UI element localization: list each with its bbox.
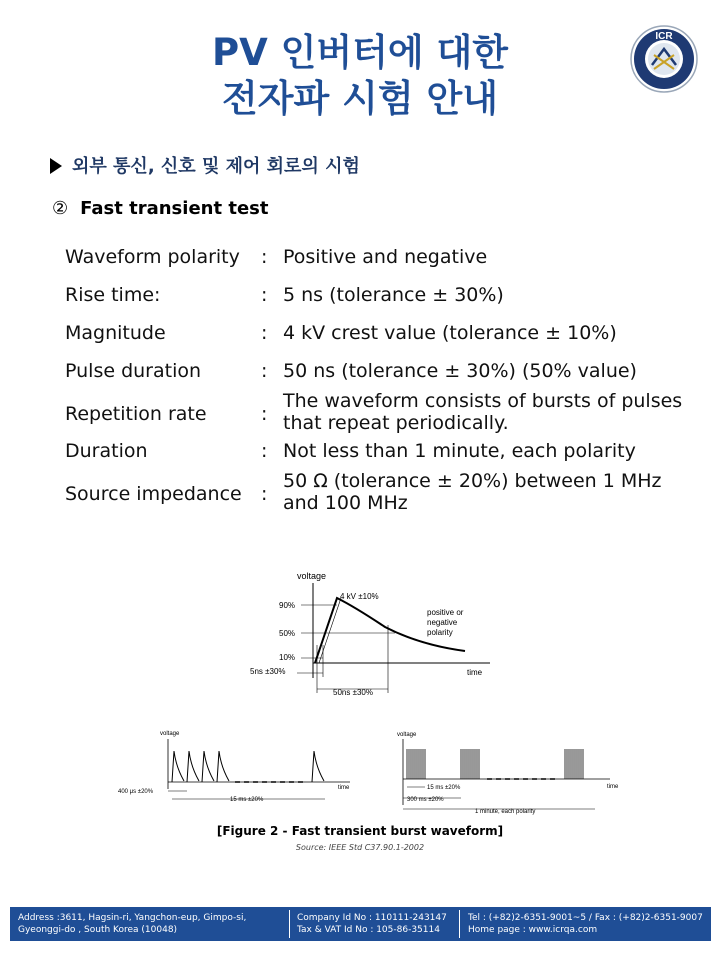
spec-colon: : xyxy=(261,360,268,382)
spec-colon: : xyxy=(261,284,268,306)
spec-list xyxy=(65,246,705,514)
spec-row xyxy=(65,246,705,284)
subheading-number: ② xyxy=(52,198,69,219)
main-ylabel: voltage xyxy=(297,571,327,581)
spec-value: 5 ns (tolerance ± 30%) xyxy=(283,284,504,306)
right-xlabel: time xyxy=(607,784,619,790)
section-heading xyxy=(50,152,360,178)
left-xlabel: time xyxy=(338,785,350,791)
spec-colon: : xyxy=(261,483,268,505)
rise-label: 5ns ±30% xyxy=(250,667,286,676)
main-xlabel: time xyxy=(467,668,483,677)
spec-value: 4 kV crest value (tolerance ± 10%) xyxy=(283,322,617,344)
section-label: 외부 통신, 신호 및 제어 회로의 시험 xyxy=(72,156,360,177)
note-line-2: negative xyxy=(427,618,458,627)
footer-tel: Tel : (+82)2-6351-9001~5 / Fax : (+82)2-6351-9007 xyxy=(468,913,703,923)
note-line-1: positive or xyxy=(427,608,464,617)
spec-row xyxy=(65,322,705,360)
spec-row xyxy=(65,440,705,470)
spec-row xyxy=(65,390,705,440)
spec-label: Rise time: xyxy=(65,284,161,306)
left-ylabel: voltage xyxy=(160,731,180,737)
triangle-bullet-icon xyxy=(50,158,62,174)
page-title xyxy=(0,30,720,122)
spec-label: Duration xyxy=(65,440,148,462)
spec-row xyxy=(65,470,705,514)
spec-value: The waveform consists of bursts of pulses that repeat periodically. xyxy=(283,390,683,434)
figure-source: Source: IEEE Std C37.90.1-2002 xyxy=(295,843,425,852)
footer-address xyxy=(18,912,246,936)
footer-company-id: Company Id No : 110111-243147 xyxy=(297,913,447,923)
spec-value: 50 ns (tolerance ± 30%) (50% value) xyxy=(283,360,637,382)
title-line-2: 전자파 시험 안내 xyxy=(222,77,498,120)
footer-divider xyxy=(289,910,290,938)
spec-colon: : xyxy=(261,440,268,462)
pulse-waveform-figure xyxy=(245,565,495,705)
left-pulse xyxy=(312,751,324,782)
spec-row xyxy=(65,360,705,390)
footer-contact xyxy=(468,912,703,936)
label-90pct: 90% xyxy=(279,601,296,610)
spec-label: Waveform polarity xyxy=(65,246,240,268)
left-pulse xyxy=(172,751,184,782)
right-burst-label: 15 ms ±20% xyxy=(427,785,461,791)
icr-logo xyxy=(630,25,698,93)
footer-address-line-1: Address :3611, Hagsin-ri, Yangchon-eup, Gimpo-si, xyxy=(18,913,247,923)
spec-colon: : xyxy=(261,246,268,268)
title-line-1: PV 인버터에 대한 xyxy=(212,31,508,74)
spec-colon: : xyxy=(261,403,268,425)
right-burst-group xyxy=(407,749,425,779)
spec-value: 50 Ω (tolerance ± 20%) between 1 MHz and 100 MHz xyxy=(283,470,662,514)
right-duration-label: 1 minute, each polarity xyxy=(475,809,536,815)
logo-text: ICR xyxy=(655,31,673,42)
peak-label: 4 kV ±10% xyxy=(340,592,379,601)
right-burst-group xyxy=(565,749,583,779)
footer-bar xyxy=(10,907,711,941)
subheading-label: Fast transient test xyxy=(80,198,269,219)
note-line-3: polarity xyxy=(427,628,453,637)
right-ylabel: voltage xyxy=(397,732,417,738)
left-burst-label: 15 ms ±20% xyxy=(230,797,264,803)
footer-company xyxy=(297,912,447,936)
right-period-label: 300 ms ±20% xyxy=(407,797,444,803)
spec-value: Positive and negative xyxy=(283,246,488,268)
rise-tangent xyxy=(319,598,341,663)
burst-left-figure xyxy=(110,727,360,807)
spec-label: Magnitude xyxy=(65,322,166,344)
footer-tax-id: Tax & VAT Id No : 105-86-35114 xyxy=(297,925,440,935)
left-pulse xyxy=(187,751,199,782)
spec-label: Source impedance xyxy=(65,483,242,505)
left-pulse xyxy=(202,751,214,782)
right-burst-group xyxy=(461,749,479,779)
left-pulse xyxy=(217,751,229,782)
spec-value: Not less than 1 minute, each polarity xyxy=(283,440,636,462)
footer-homepage[interactable]: Home page : www.icrqa.com xyxy=(468,925,598,935)
figure-caption: [Figure 2 - Fast transient burst waveform] xyxy=(216,824,504,838)
width-label: 50ns ±30% xyxy=(333,688,373,697)
footer-divider xyxy=(459,910,460,938)
spec-label: Repetition rate xyxy=(65,403,207,425)
spec-label: Pulse duration xyxy=(65,360,202,382)
spec-row xyxy=(65,284,705,322)
subheading xyxy=(52,198,268,219)
spec-colon: : xyxy=(261,322,268,344)
left-period-label: 400 μs ±20% xyxy=(118,789,154,795)
label-50pct: 50% xyxy=(279,629,296,638)
footer-address-line-2: Gyeonggi-do , South Korea (10048) xyxy=(18,925,178,935)
burst-right-figure xyxy=(395,727,635,817)
label-10pct: 10% xyxy=(279,653,296,662)
